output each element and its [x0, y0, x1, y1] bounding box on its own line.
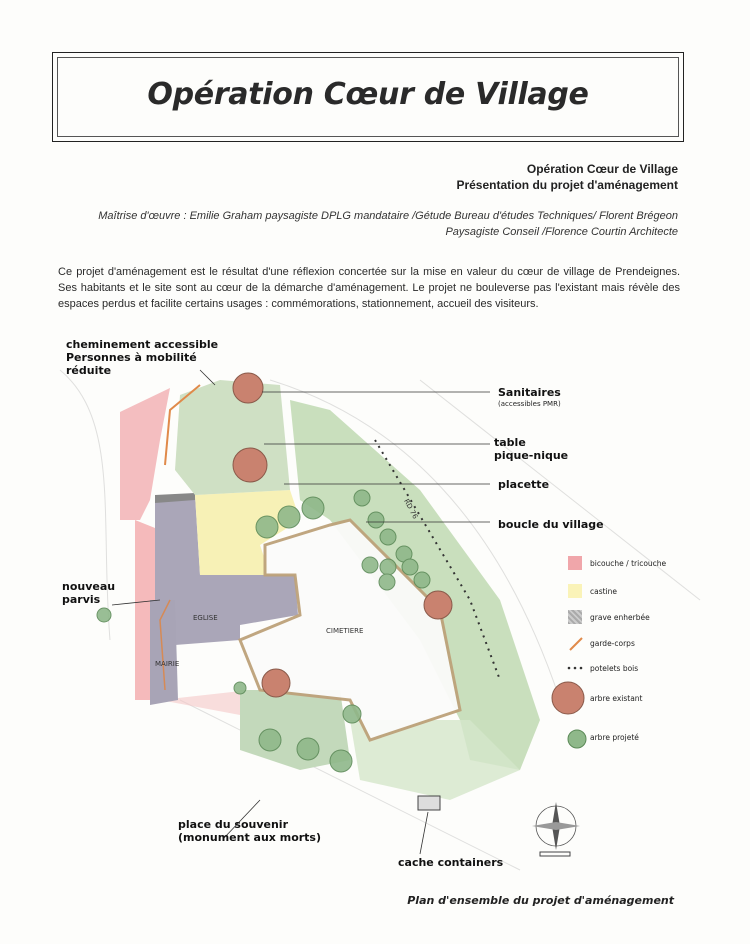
projected-tree [380, 559, 396, 575]
projected-tree [297, 738, 319, 760]
label-table: table pique-nique [494, 436, 569, 462]
label-sanitaires-note: (accessibles PMR) [498, 400, 561, 408]
legend-label-grave: grave enherbée [590, 613, 650, 622]
projected-tree [354, 490, 370, 506]
church-label: EGLISE [193, 614, 218, 622]
intro-paragraph: Ce projet d'aménagement est le résultat d'une réflexion concertée sur la mise en valeur du cœur de village de Prendeignes. Ses habitants et le site sont au cœur de la démarche d'aménagement. Le projet ne bouleverse pas l'existant mais révèle des espaces perdus et facilite certains usages : commémorations, stationnement, accueil des visiteurs. [58, 266, 680, 310]
plan-caption: Plan d'ensemble du projet d'aménagement [407, 894, 674, 907]
legend-label-arbre-existant: arbre existant [590, 694, 643, 703]
projected-tree [97, 608, 111, 622]
mairie-block [150, 600, 178, 705]
bollard-dots-icon [566, 664, 586, 672]
credits-line-2: Paysagiste Conseil /Florence Courtin Architecte [445, 226, 678, 238]
projected-tree [302, 497, 324, 519]
projected-tree-icon [566, 728, 588, 750]
projected-tree [343, 705, 361, 723]
projected-tree [234, 682, 246, 694]
existing-tree [262, 669, 290, 697]
projected-tree [414, 572, 430, 588]
projected-tree [330, 750, 352, 772]
legend-grey-swatch [568, 610, 582, 624]
projected-tree [368, 512, 384, 528]
cemetery-label: CIMETIERE [326, 627, 364, 635]
credits-line-1: Maîtrise d'œuvre : Emilie Graham paysagiste DPLG mandataire /Gétude Bureau d'études Techniques/ Florent Brégeon [98, 210, 678, 222]
existing-tree [233, 373, 263, 403]
lawn-north [175, 380, 290, 495]
railing-icon [568, 636, 584, 652]
road-label: RD 76 [402, 497, 420, 521]
label-cheminement: cheminement accessible Personnes à mobilité réduite [66, 338, 219, 377]
scale-bar [540, 852, 570, 856]
containers-shelter [418, 796, 440, 810]
existing-tree [424, 591, 452, 619]
legend-label-potelets: potelets bois [590, 664, 639, 673]
subtitle-presentation: Présentation du projet d'aménagement [456, 178, 678, 192]
label-parvis: nouveau parvis [62, 580, 116, 606]
legend-label-bicouche: bicouche / tricouche [590, 559, 667, 568]
label-placette: placette [498, 478, 550, 491]
projected-tree [379, 574, 395, 590]
projected-tree [256, 516, 278, 538]
legend-pink-swatch [568, 556, 582, 570]
page-title: Opération Cœur de Village [147, 77, 589, 112]
legend-label-garde-corps: garde-corps [590, 639, 635, 648]
legend-label-arbre-projete: arbre projeté [590, 733, 639, 742]
north-arrow [532, 802, 580, 850]
label-souvenir: place du souvenir (monument aux morts) [178, 818, 322, 844]
projected-tree [259, 729, 281, 751]
projected-tree [380, 529, 396, 545]
legend-label-castine: castine [590, 587, 618, 596]
subtitle-operation: Opération Cœur de Village [526, 162, 678, 176]
label-containers: cache containers [398, 856, 504, 869]
legend-yellow-swatch [568, 584, 582, 598]
existing-tree [233, 448, 267, 482]
label-sanitaires: Sanitaires [498, 386, 561, 399]
label-boucle: boucle du village [498, 518, 604, 531]
existing-tree-icon [550, 680, 586, 716]
projected-tree [402, 559, 418, 575]
projected-tree [362, 557, 378, 573]
mairie-label: MAIRIE [155, 660, 180, 668]
projected-tree [278, 506, 300, 528]
